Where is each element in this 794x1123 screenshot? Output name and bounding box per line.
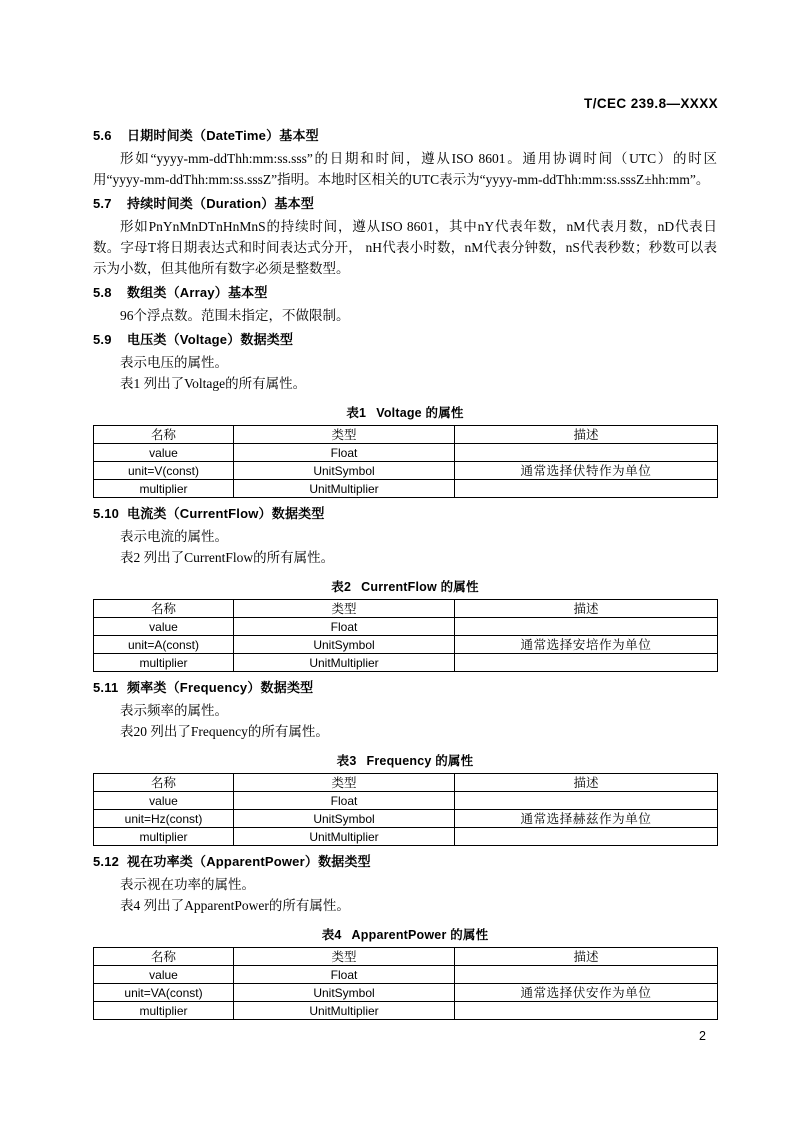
cell-description: 通常选择安培作为单位 bbox=[455, 636, 718, 654]
section-title-5-12: 视在功率类（ApparentPower）数据类型 bbox=[127, 854, 371, 869]
paragraph-5-9-1: 表示电压的属性。 bbox=[120, 355, 228, 370]
column-header-name: 名称 bbox=[94, 426, 234, 444]
paragraph-5-11-1: 表示频率的属性。 bbox=[120, 703, 228, 718]
table-row bbox=[94, 618, 718, 636]
section-5-6 bbox=[93, 126, 717, 190]
attributes-table-currentflow bbox=[93, 599, 718, 672]
cell-type: UnitSymbol bbox=[234, 810, 455, 828]
paragraph-5-9-2: 表1 列出了Voltage的所有属性。 bbox=[120, 376, 307, 391]
attributes-table-voltage bbox=[93, 425, 718, 498]
table-row bbox=[94, 828, 718, 846]
table-row bbox=[94, 654, 718, 672]
cell-name: value bbox=[94, 444, 234, 462]
section-heading-5-9 bbox=[93, 330, 717, 350]
table-caption-label-2: 表2 bbox=[331, 580, 352, 594]
table-header-row bbox=[94, 948, 718, 966]
column-header-type: 类型 bbox=[234, 600, 455, 618]
section-heading-5-12 bbox=[93, 852, 717, 872]
cell-type: Float bbox=[234, 618, 455, 636]
table-caption-title-2: CurrentFlow 的属性 bbox=[361, 580, 479, 594]
table-caption-3 bbox=[93, 751, 717, 769]
cell-description bbox=[455, 654, 718, 672]
cell-description bbox=[455, 444, 718, 462]
cell-name: unit=VA(const) bbox=[94, 984, 234, 1002]
cell-name: multiplier bbox=[94, 480, 234, 498]
attributes-table-apparentpower bbox=[93, 947, 718, 1020]
table-caption-title-1: Voltage 的属性 bbox=[376, 406, 464, 420]
cell-name: multiplier bbox=[94, 828, 234, 846]
table-header-row bbox=[94, 426, 718, 444]
cell-name: value bbox=[94, 618, 234, 636]
section-heading-5-7 bbox=[93, 194, 717, 214]
paragraph-5-12-2: 表4 列出了ApparentPower的所有属性。 bbox=[120, 898, 350, 913]
cell-type: UnitMultiplier bbox=[234, 654, 455, 672]
table-caption-2 bbox=[93, 577, 717, 595]
cell-name: multiplier bbox=[94, 654, 234, 672]
table-caption-label-1: 表1 bbox=[346, 406, 367, 420]
table-header-row bbox=[94, 774, 718, 792]
cell-type: UnitMultiplier bbox=[234, 480, 455, 498]
cell-type: UnitMultiplier bbox=[234, 828, 455, 846]
section-title-5-10: 电流类（CurrentFlow）数据类型 bbox=[127, 506, 325, 521]
table-header-row bbox=[94, 600, 718, 618]
table-row bbox=[94, 810, 718, 828]
cell-name: multiplier bbox=[94, 1002, 234, 1020]
cell-description: 通常选择伏特作为单位 bbox=[455, 462, 718, 480]
cell-type: UnitSymbol bbox=[234, 984, 455, 1002]
section-title-5-7: 持续时间类（Duration）基本型 bbox=[127, 196, 315, 211]
section-5-8 bbox=[93, 283, 717, 326]
column-header-name: 名称 bbox=[94, 600, 234, 618]
section-title-5-9: 电压类（Voltage）数据类型 bbox=[127, 332, 294, 347]
paragraph-5-12-1: 表示视在功率的属性。 bbox=[120, 877, 255, 892]
table-caption-label-4: 表4 bbox=[321, 928, 342, 942]
section-5-7 bbox=[93, 194, 717, 279]
table-caption-title-4: ApparentPower 的属性 bbox=[351, 928, 489, 942]
cell-description bbox=[455, 966, 718, 984]
table-caption-title-3: Frequency 的属性 bbox=[366, 754, 474, 768]
section-number-5-9: 5.9 bbox=[93, 332, 112, 347]
table-row bbox=[94, 480, 718, 498]
cell-name: value bbox=[94, 966, 234, 984]
column-header-name: 名称 bbox=[94, 774, 234, 792]
column-header-description: 描述 bbox=[455, 600, 718, 618]
paragraph-5-10-1: 表示电流的属性。 bbox=[120, 529, 228, 544]
section-5-10 bbox=[93, 504, 717, 672]
table-caption-label-3: 表3 bbox=[336, 754, 357, 768]
cell-name: unit=Hz(const) bbox=[94, 810, 234, 828]
cell-description bbox=[455, 792, 718, 810]
table-row bbox=[94, 966, 718, 984]
column-header-type: 类型 bbox=[234, 774, 455, 792]
table-row bbox=[94, 984, 718, 1002]
table-caption-4 bbox=[93, 925, 717, 943]
paragraph-5-7-1: 形如PnYnMnDTnHnMnS的持续时间，遵从ISO 8601，其中nY代表年数，nM代表月数，nD代表日数。字母T将日期表达式和时间表达式分开， nH代表小时数，nM代表分钟数，nS代表秒数；秒数可以表示为小数，但其他所有数字必须是整数型。 bbox=[93, 219, 717, 276]
cell-type: UnitMultiplier bbox=[234, 1002, 455, 1020]
section-heading-5-11 bbox=[93, 678, 717, 698]
cell-description: 通常选择赫兹作为单位 bbox=[455, 810, 718, 828]
section-title-5-6: 日期时间类（DateTime）基本型 bbox=[127, 128, 319, 143]
cell-type: UnitSymbol bbox=[234, 636, 455, 654]
cell-description bbox=[455, 480, 718, 498]
cell-type: UnitSymbol bbox=[234, 462, 455, 480]
section-heading-5-6 bbox=[93, 126, 717, 146]
paragraph-5-10-2: 表2 列出了CurrentFlow的所有属性。 bbox=[120, 550, 335, 565]
cell-description: 通常选择伏安作为单位 bbox=[455, 984, 718, 1002]
section-heading-5-10 bbox=[93, 504, 717, 524]
paragraph-5-8-1: 96个浮点数。范围未指定，不做限制。 bbox=[120, 308, 350, 323]
cell-description bbox=[455, 828, 718, 846]
paragraph-5-6-1: 形如“yyyy-mm-ddThh:mm:ss.sss”的日期和时间，遵从ISO 8601。通用协调时间（UTC）的时区用“yyyy-mm-ddThh:mm:ss.sssZ”指明。本地时区相关的UTC表示为“yyyy-mm-ddThh:mm:ss.sssZ±hh:mm”。 bbox=[93, 151, 717, 187]
section-number-5-8: 5.8 bbox=[93, 285, 112, 300]
section-heading-5-8 bbox=[93, 283, 717, 303]
column-header-type: 类型 bbox=[234, 948, 455, 966]
section-number-5-12: 5.12 bbox=[93, 854, 120, 869]
section-number-5-6: 5.6 bbox=[93, 128, 112, 143]
column-header-description: 描述 bbox=[455, 948, 718, 966]
cell-name: unit=A(const) bbox=[94, 636, 234, 654]
table-row bbox=[94, 462, 718, 480]
section-5-9 bbox=[93, 330, 717, 498]
section-5-11 bbox=[93, 678, 717, 846]
section-number-5-10: 5.10 bbox=[93, 506, 120, 521]
attributes-table-frequency bbox=[93, 773, 718, 846]
cell-type: Float bbox=[234, 444, 455, 462]
table-row bbox=[94, 636, 718, 654]
page-number: 2 bbox=[699, 1029, 706, 1043]
paragraph-5-11-2: 表20 列出了Frequency的所有属性。 bbox=[120, 724, 329, 739]
section-title-5-8: 数组类（Array）基本型 bbox=[127, 285, 268, 300]
running-header-standard-number: T/CEC 239.8—XXXX bbox=[584, 96, 718, 111]
section-title-5-11: 频率类（Frequency）数据类型 bbox=[127, 680, 314, 695]
cell-description bbox=[455, 618, 718, 636]
column-header-description: 描述 bbox=[455, 774, 718, 792]
table-row bbox=[94, 444, 718, 462]
table-row bbox=[94, 792, 718, 810]
cell-description bbox=[455, 1002, 718, 1020]
column-header-name: 名称 bbox=[94, 948, 234, 966]
section-number-5-11: 5.11 bbox=[93, 680, 119, 695]
section-number-5-7: 5.7 bbox=[93, 196, 112, 211]
column-header-description: 描述 bbox=[455, 426, 718, 444]
section-5-12 bbox=[93, 852, 717, 1020]
cell-type: Float bbox=[234, 792, 455, 810]
document-body bbox=[93, 126, 717, 1026]
cell-name: unit=V(const) bbox=[94, 462, 234, 480]
column-header-type: 类型 bbox=[234, 426, 455, 444]
table-caption-1 bbox=[93, 403, 717, 421]
table-row bbox=[94, 1002, 718, 1020]
cell-name: value bbox=[94, 792, 234, 810]
cell-type: Float bbox=[234, 966, 455, 984]
